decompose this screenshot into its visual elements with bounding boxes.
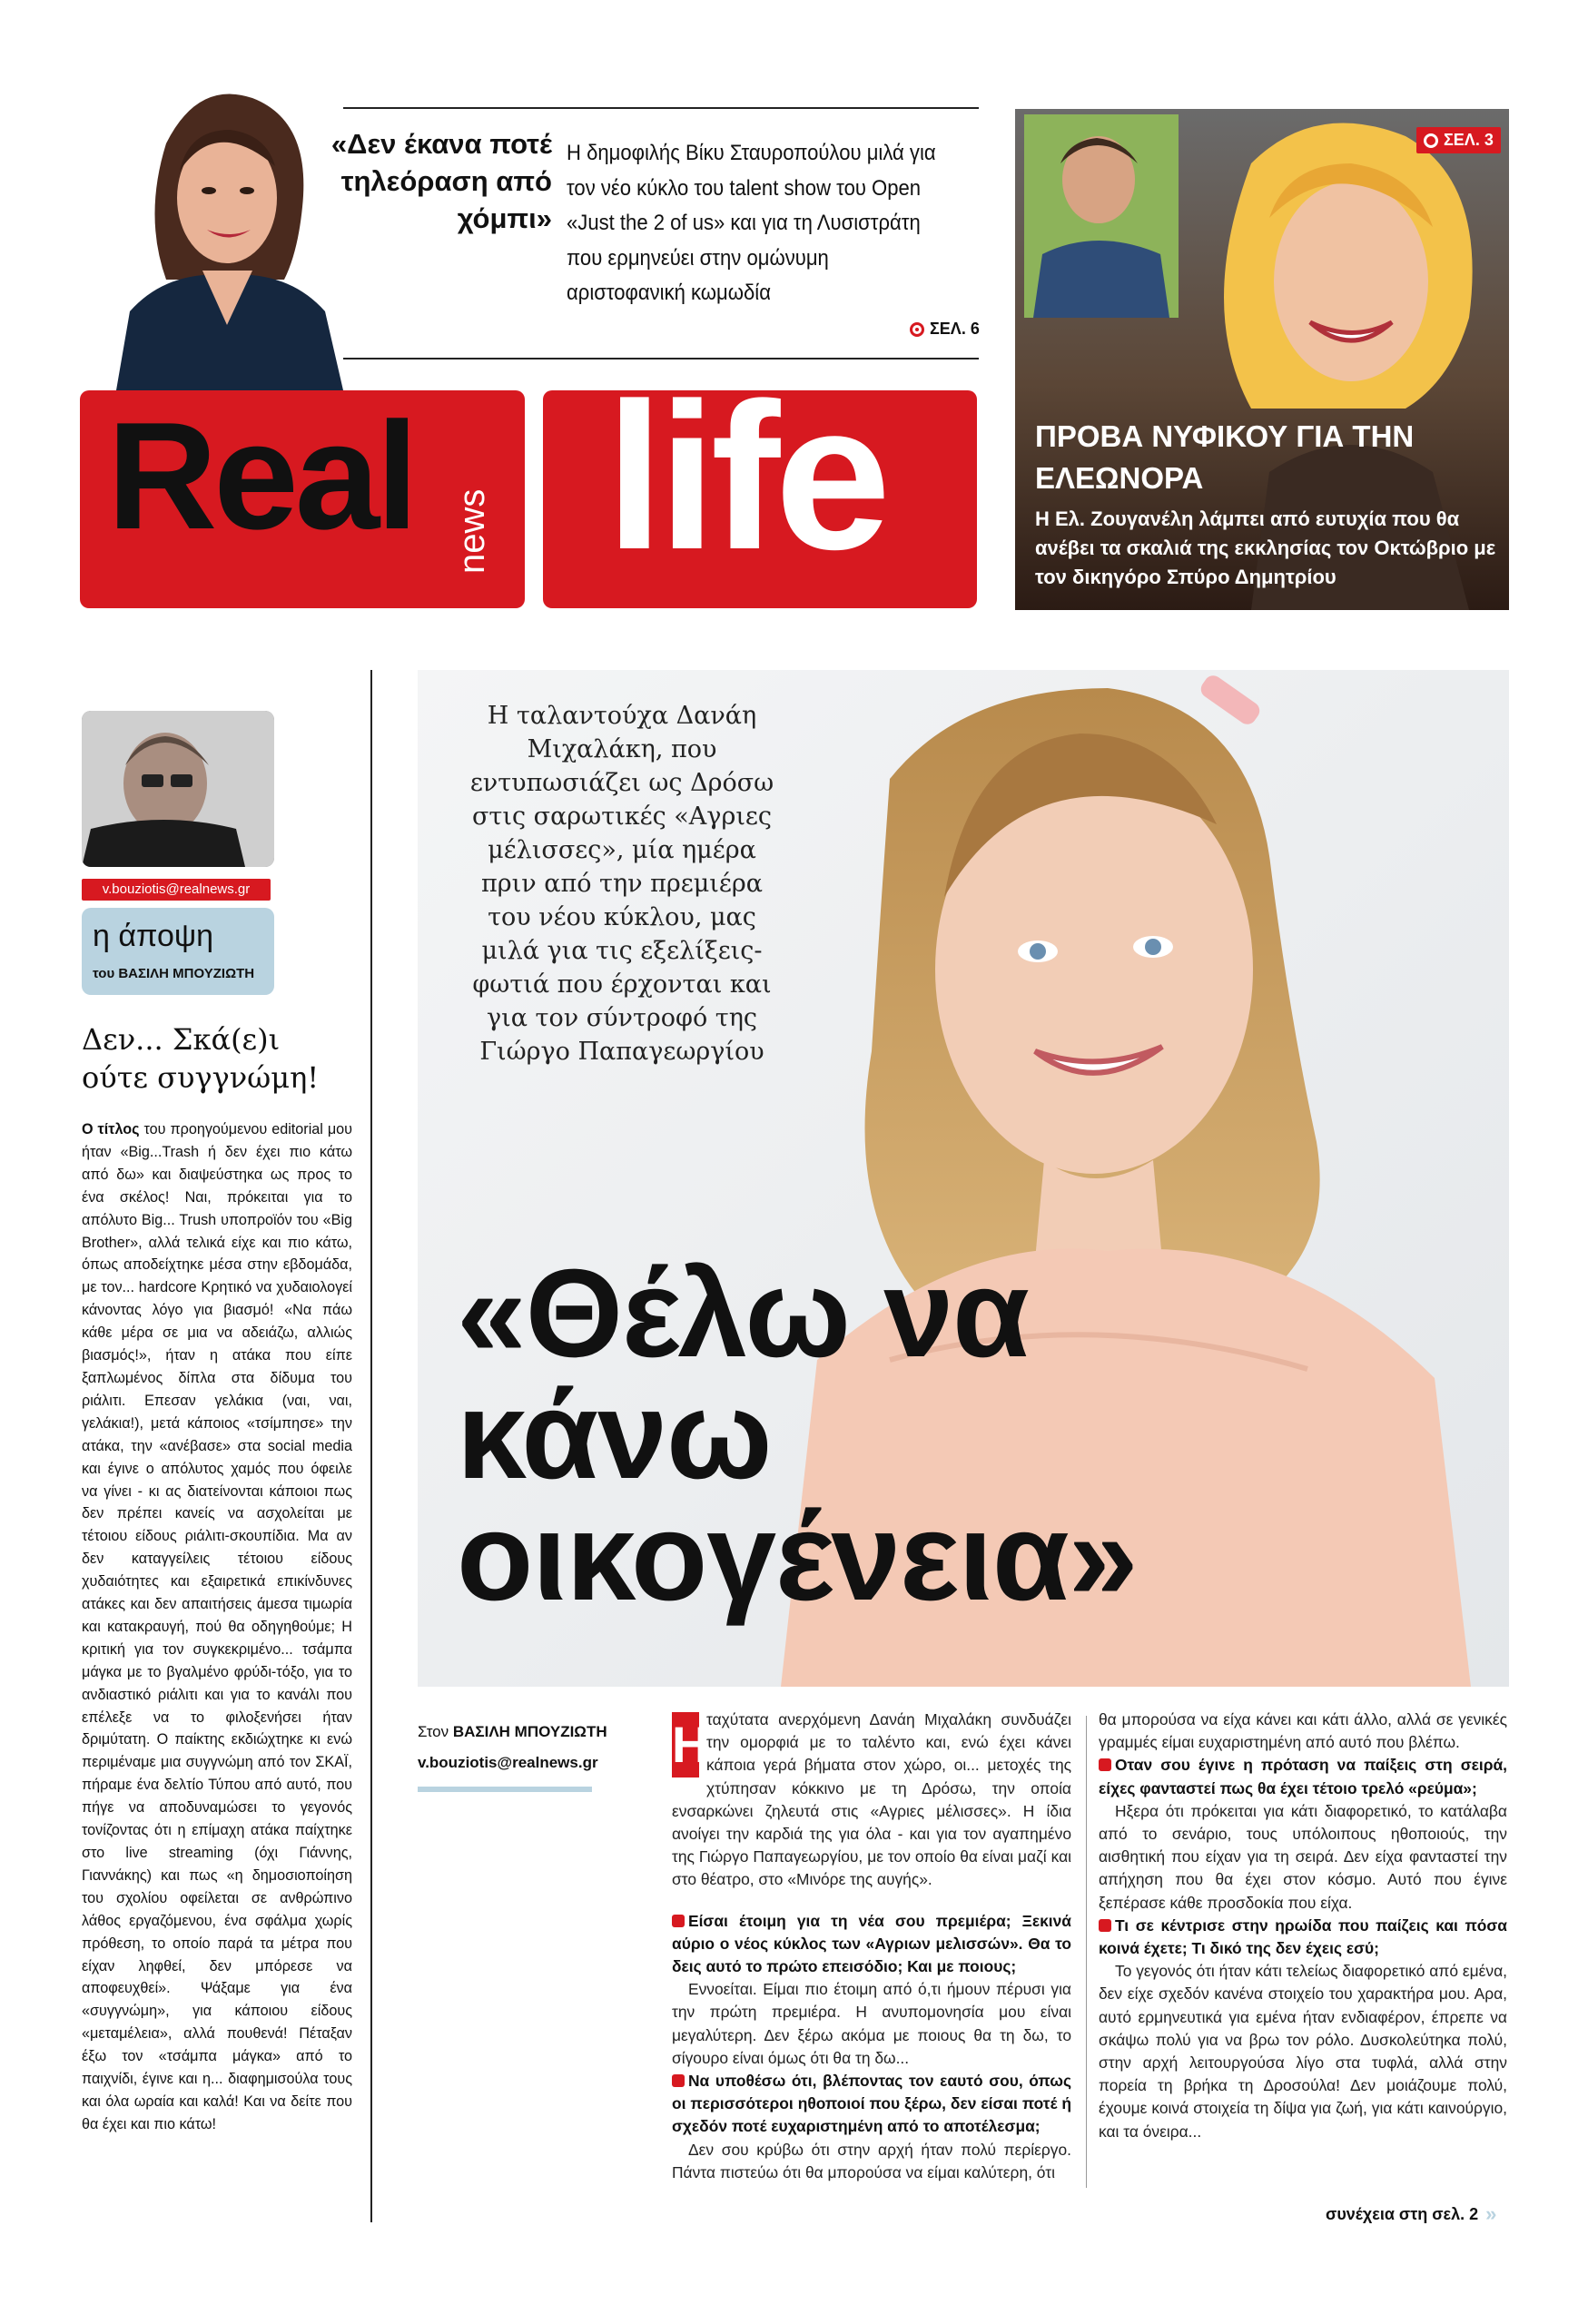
byline-email[interactable]: v.bouziotis@realnews.gr bbox=[418, 1754, 598, 1771]
feature-title: «Θέλω να κάνω οικογένεια» bbox=[457, 1244, 1138, 1627]
columnist-portrait-image bbox=[82, 711, 274, 867]
continue-label: συνέχεια στη σελ. 2 bbox=[1326, 2204, 1479, 2223]
article-a4: Το γεγονός ότι ήταν κάτι τελείως διαφορετικό από εμένα, δεν είχε σχεδόν κανένα στοιχείο του χαρακτήρα μου. Αρα, αυτό ερμηνευτικά για εμένα ήταν ενδιαφέρον, έπρεπε να σκάψω πολύ για να βρω τον ρόλο. Δυσκολεύτηκα πολύ, στην αρχή λειτουργούσα λίγο στα τυφλά, αλλά στην πορεία τη βρήκα τη Δροσούλα! Δεν μοιάζουμε πολύ, έχουμε κοινά στοιχεία τη δίψα για ζωή, για κάτι καινούργιο, και τα όνειρα... bbox=[1099, 1962, 1507, 2141]
article-a2: Δεν σου κρύβω ότι στην αρχή ήταν πολύ περίεργο. Πάντα πιστεύω ότι θα μπορούσα να είμαι καλύτερη, ότι bbox=[672, 2140, 1071, 2181]
teaser-quote: «Δεν έκανα ποτέ τηλεόραση από χόμπι» bbox=[330, 128, 552, 234]
masthead-life: life bbox=[606, 359, 886, 593]
opinion-author: του ΒΑΣΙΛΗ ΜΠΟΥΖΙΩΤΗ bbox=[93, 966, 255, 981]
article-a3: Ηξερα ότι πρόκειται για κάτι διαφορετικό, το κατάλαβα από το σενάριο, τους υπόλοιπους ηθοποιούς, την αισθητική που είχαν για τη σειρά. Δεν είχα φανταστεί την απήχηση που θα έχει στον κόσμο. Αυτό που έγινε ξεπέρασε κάθε προσδοκία που είχα. bbox=[1099, 1801, 1507, 1912]
column-title: Δεν... Σκά(ε)ι ούτε συγγνώμη! bbox=[82, 1022, 320, 1095]
top-right-subheadline: Η Ελ. Ζουγανέλη λάμπει από ευτυχία που θα ανέβει τα σκαλιά της εκκλησίας τον Οκτώβριο με τον δικηγόρο Σπύρο Δημητρίου bbox=[1035, 507, 1496, 588]
article-question bbox=[1099, 1754, 1507, 1799]
article-a1: Εννοείται. Είμαι πιο έτοιμη από ό,τι ήμουν πέρυσι για την πρώτη πρεμιέρα. Η ανυπομονησία μου είναι μεγαλύτερη. Δεν ξέρω ακόμα με ποιους θα τη δω, το σίγουρο είναι όμως ότι θα τη δω... bbox=[672, 1980, 1071, 2067]
columnist-photo bbox=[82, 711, 274, 867]
article-q1: Είσαι έτοιμη για τη νέα σου πρεμιέρα; Ξεκινά αύριο ο νέος κύκλος των «Αγριων μελισσών». Θα το δεις αυτό το πρώτο επεισόδιο; Και με ποιους; bbox=[672, 1911, 1071, 1976]
column-body-text: του προηγούμενου editorial μου ήταν «Big...Trash ή δεν έχει πιο κάτω από δω» και διαψεύστηκα ως προς το ένα σκέλος! Ναι, πρόκειται για το απόλυτο Big... Trush υποπροϊόν του «Big Brother», αλλά τελικά είχε και πιο κάτω, όπως αποδείχτηκε μέσα στην εβδομάδα, με τον... hardcore Κρητικό να χυδαιολογεί κάνοντας λόγο για βιασμό! «Να πάω κάθε μέρα σε μια να αδειάζω, αλλιώς βιασμός!», ήταν η ατάκα που είπε ξαπλωμένος δίπλα στα δίδυμα του ριάλιτι. Επεσαν γελάκια (ναι, ναι, γελάκια!), μετά κάποιος «τσίμπησε» την ατάκα, την «ανέβασε» στα social media και έγινε ο απόλυτος χαμός που όφειλε να γίνει - κι ας διατείνονται κάποιοι πως δεν πρέπει κανείς να ασχολείται με τέτοιου είδους ριάλιτι-σκουπίδια. Μα αν δεν καταγγείλεις τέτοιου είδους χυδαιότητες και εξαιρετικά επικίνδυνες ατάκες και δεν απαιτήσεις άμεσα τιμωρία και κατακραυγή, πού θα οδηγηθούμε; Η κριτική για τον συγκεκριμένο... τσάμπα μάγκα με το βγαλμένο φρύδι-τόξο, για το ανδιαστικό ριάλιτι και για το κανάλι που επέλεξε να το φιλοξενήσει ήταν δριμύτατη. Ο παίκτης εκδιώχτηκε κι ενώ περιμέναμε μια συγγνώμη από τον ΣΚΑΪ, πήραμε ένα δελτίο Τύπου από αυτό, που πήγε να αποδυναμώσει το γεγονός τονίζοντας ότι η επίμαχη ατάκα παίχτηκε στο live streaming (όχι Γιάννης, Γιαννάκης) και πως «η δημοσιοποίηση του σχολίου οφείλεται σε ανθρώπινο λάθος εργαζόμενου, ένα σφάλμα χωρίς πρόθεση, το οποίο παρά τα μέτρα που είχαν ληφθεί, δεν μπόρεσε να αποφευχθεί». Ψάξαμε για ένα «συγγνώμη», για κάποιου είδους «μεταμέλεια», αλλά πουθενά! Πέταξαν έξω τον «τσάμπα μάγκα» από το παιχνίδι, έγινε και η... διαφημισούλα τους και όλα ωραία και καλά! Και να δείτε που θα έχει και πιο κάτω! bbox=[82, 1121, 352, 2132]
article-answer bbox=[672, 1978, 1071, 2070]
bullet-square-icon bbox=[672, 1915, 685, 1927]
byline-prefix: Στον bbox=[418, 1723, 449, 1740]
top-right-page-ref-label: ΣΕΛ. 3 bbox=[1444, 131, 1494, 149]
teaser-text: Η δημοφιλής Βίκυ Σταυροπούλου μιλά για τον νέο κύκλο του talent show του Open «Just the 2 of us» και για τη Λυσιστράτη που ερμηνεύει στην ομώνυμη αριστοφανική κωμωδία bbox=[567, 141, 936, 305]
column-divider bbox=[370, 670, 372, 2222]
article-column-1 bbox=[672, 1709, 1071, 2184]
article-answer bbox=[672, 2139, 1071, 2184]
opinion-section-title: η άποψη bbox=[93, 919, 214, 953]
article-column-2 bbox=[1099, 1709, 1507, 2143]
top-right-page-ref[interactable] bbox=[1416, 127, 1501, 153]
article-a2b: θα μπορούσα να είχα κάνει και κάτι άλλο, αλλά σε γενικές γραμμές είμαι ευχαριστημένη από αυτό που βλέπω. bbox=[1099, 1710, 1507, 1752]
teaser-page-ref[interactable] bbox=[910, 320, 980, 339]
masthead-real: Real bbox=[107, 390, 415, 561]
feature-intro: Η ταλαντούχα Δανάη Μιχαλάκη, που εντυπωσιάζει ως Δρόσω στις σαρωτικές «Αγριες μέλισσες», μία ημέρα πριν από την πρεμιέρα του νέου κύκλου, μας μιλά για τις εξελίξεις-φωτιά που έρχονται και για τον σύντροφό της Γιώργο Παπαγεωργίου bbox=[469, 702, 774, 1066]
article-answer bbox=[1099, 1800, 1507, 1915]
target-icon bbox=[910, 322, 924, 337]
article-question bbox=[672, 2070, 1071, 2139]
top-right-headline: ΠΡΟΒΑ ΝΥΦΙΚΟΥ ΓΙΑ ΤΗΝ ΕΛΕΩΝΟΡΑ bbox=[1035, 419, 1415, 495]
article-question bbox=[672, 1910, 1071, 1979]
article-q3: Οταν σου έγινε η πρόταση να παίξεις στη σειρά, είχες φανταστεί πως θα έχει τέτοιο τρελό «ρεύμα»; bbox=[1099, 1756, 1507, 1797]
target-icon bbox=[1424, 133, 1438, 148]
article-column-divider bbox=[1086, 1716, 1087, 2188]
column-body-lead: Ο τίτλος bbox=[82, 1121, 140, 1137]
article-paragraph bbox=[672, 1709, 1071, 1892]
article-p1: ταχύτατα ανερχόμενη Δανάη Μιχαλάκη συνδυάζει την ομορφιά με το ταλέντο και, ενώ έχει κάνει κάποια γερά βήματα στον χώρο, οι... μετοχές της χτύπησαν κόκκινο με τη Δρόσω, την οποία ενσαρκώνει ζηλευτά στις «Αγριες μέλισσες». Η ίδια ανοίγει την καρδιά της για όλα - και για τον αγαπημένο της Γιώργο Παπαγεωργίου, με τον οποίο θα είναι μαζί και στο θέατρο, στο «Μινόρε της αυγής». bbox=[672, 1710, 1071, 1889]
bullet-square-icon bbox=[1099, 1919, 1111, 1932]
masthead-news: news bbox=[452, 488, 492, 574]
bullet-square-icon bbox=[672, 2074, 685, 2087]
byline bbox=[418, 1723, 607, 1741]
bullet-square-icon bbox=[1099, 1758, 1111, 1771]
article-q2: Να υποθέσω ότι, βλέποντας τον εαυτό σου, όπως οι περισσότεροι ηθοποιοί που ξέρω, δεν είσαι ποτέ ή σχεδόν ποτέ ευχαριστημένη από το αποτέλεσμα; bbox=[672, 2072, 1071, 2136]
article-question bbox=[1099, 1915, 1507, 1960]
byline-author: ΒΑΣΙΛΗ ΜΠΟΥΖΙΩΤΗ bbox=[452, 1723, 607, 1740]
byline-rule bbox=[418, 1787, 592, 1792]
columnist-email[interactable]: v.bouziotis@realnews.gr bbox=[82, 879, 271, 901]
article-q4: Τι σε κέντρισε στην ηρωίδα που παίζεις και πόσα κοινά έχετε; Τι δικό της δεν έχεις εσύ; bbox=[1099, 1915, 1507, 1958]
article-answer bbox=[1099, 1709, 1507, 1754]
teaser-page-ref-label: ΣΕΛ. 6 bbox=[930, 320, 980, 338]
double-chevron-right-icon: » bbox=[1485, 2202, 1497, 2225]
column-body bbox=[82, 1118, 352, 2136]
article-dropcap: Η bbox=[672, 1712, 699, 1777]
article-answer bbox=[1099, 1960, 1507, 2143]
continue-link[interactable] bbox=[1326, 2202, 1496, 2226]
